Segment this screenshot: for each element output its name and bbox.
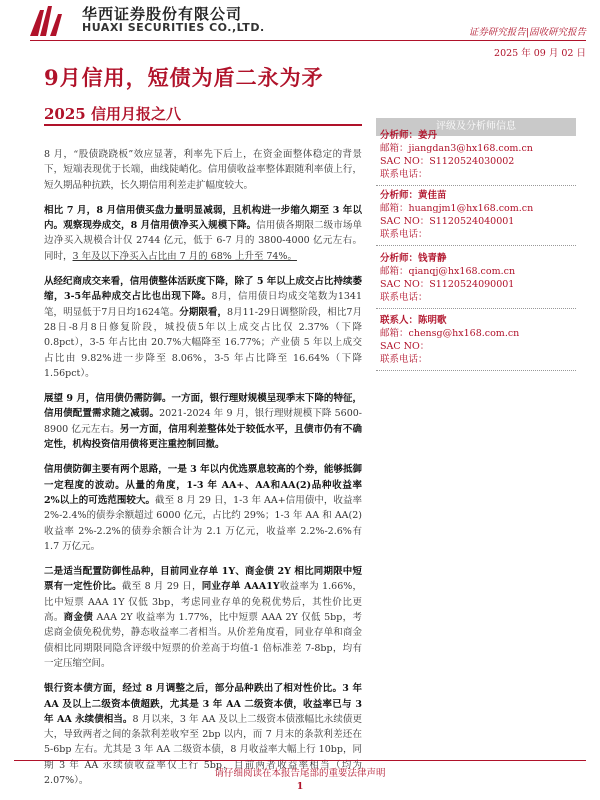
analyst-divider (376, 370, 576, 371)
huaxi-logo-icon (30, 6, 66, 36)
analyst-sac: SAC NO：S1120524040001 (380, 216, 515, 227)
analyst-email[interactable]: 邮箱：qianqj@hx168.com.cn (380, 266, 516, 277)
analyst-divider (376, 245, 576, 246)
analyst-card (380, 252, 576, 304)
report-subtitle: 2025 信用月报之八 (44, 105, 181, 123)
paragraph-text: 相比 7 月，8 月信用债买盘力量明显减弱，且机构进一步缩久期至 3 年以内。观察现券成交，8 月信用债净买入规模下降。 (44, 204, 362, 232)
paragraph-text: 3 年及以下净买入占比由 7 月的 68% 上升至 74%。 (72, 250, 297, 262)
analyst-role: 联系人： (380, 315, 419, 326)
analyst-divider (376, 308, 576, 309)
body-paragraph (44, 203, 362, 264)
analyst-role: 分析师： (380, 130, 419, 141)
analyst-sac: SAC NO：S1120524030002 (380, 156, 515, 167)
paragraph-text: 8月，信用债日均成交笔数为1341笔，明显低于7月日均1624笔。 (44, 291, 362, 318)
paragraph-text: 另一方面，信用利差整体处于较低水平，且债市仍有不确定性，机构投资信用债将更注重控制回撤。 (44, 423, 362, 451)
paragraph-text: 分期限看， (179, 306, 227, 318)
analyst-card (380, 129, 576, 181)
analyst-email[interactable]: 邮箱：jiangdan3@hx168.com.cn (380, 143, 533, 154)
footer-divider (14, 760, 586, 761)
paragraph-text: 信用债防御主要有两个思路，一是 3 年以内优选票息较高的个券，能够抵御一定程度的波动。从量的角度，1-3 年 AA+、AA和AA(2)品种收益率 2%以上的可选范围较大。 (44, 464, 362, 506)
paragraph-text: 8月11-29日调整阶段，相比7月28日-8月8日修复阶段，城投债5年以上成交占比仅 2.37%（下降 0.8pct），3-5 年占比由 20.7%大幅降至 16.77%；产业债 5 年以上成交占比由 9.82%进一步降至 8.06%，3-5 年占比降至 16.64%（下降 1.56pct）。 (44, 306, 362, 379)
paragraph-text: 收益率为 1.66%，比中短票 AAA 1Y 仅低 3bp，考虑同业存单的免税优势后，其性价比更高。 (44, 581, 363, 624)
analyst-card (380, 189, 576, 241)
header-divider (30, 40, 586, 41)
page-number: 1 (296, 781, 304, 792)
analyst-info-heading: 评级及分析师信息 (376, 118, 576, 136)
paragraph-text: 从经纪商成交来看，信用债整体活跃度下降，除了 5 年以上成交占比持续萎缩，3-5年品种成交占比也出现下降。 (44, 276, 362, 303)
report-date: 2025 年 09 月 02 日 (494, 48, 586, 59)
report-body (44, 147, 362, 798)
analyst-phone: 联系电话： (380, 169, 428, 180)
analyst-phone: 联系电话： (380, 229, 428, 240)
analyst-email[interactable]: 邮箱：huangjm1@hx168.com.cn (380, 203, 534, 214)
body-paragraph (44, 391, 362, 452)
paragraph-text: AAA 2Y 收益率为 1.77%，比中短票 AAA 2Y 仅低 5bp，考虑商金债免税优势，静态收益率二者相当。从价差角度看，同业存单和商金债相比同期限同隐含评级中短票的价差高于均值-1 倍标准差 7-8bp，均有一定压缩空间。 (44, 612, 362, 669)
legal-notice: 请仔细阅读在本报告尾部的重要法律声明 (214, 768, 386, 779)
analyst-phone: 联系电话： (380, 354, 428, 365)
body-paragraph (44, 274, 362, 381)
subtitle-divider (44, 124, 362, 126)
company-name-cn: 华西证券股份有限公司 (82, 5, 243, 23)
paragraph-text: 8 月以来，3 年 AA 及以上二级资本债涨幅比永续债更大，导致两者之间的条款利差收窄至 2bp 以内，而 7 月末的条款利差还在 5-6bp 左右。尤其是 3 年 AA 二级资本债，8 月收益率大幅上行 10bp，同期 3 年 AA 永续债收益率仅上行 5bp，目前两者收益率相当（均为 2.07%）。 (44, 713, 363, 786)
paragraph-text: 截至 8 月 29 日， (121, 581, 202, 593)
analyst-sac: SAC NO： (380, 341, 430, 352)
report-tags: 证券研究报告|固收研究报告 (468, 27, 586, 38)
analyst-divider (376, 185, 576, 186)
analyst-role: 分析师： (380, 190, 419, 201)
paragraph-text: 同业存单 AAA1Y (201, 581, 280, 593)
paragraph-text: 银行资本债方面，经过 8 月调整之后，部分品种跌出了相对性价比。3 年 AA 及以上二级资本债超跌，尤其是 3 年 AA 二级资本债，收益率已与 3 年 AA 永续债相当。 (44, 683, 362, 725)
report-title: 9月信用，短债为盾二永为矛 (44, 65, 324, 90)
analyst-name: 姜丹 (418, 130, 438, 141)
paragraph-text: 2021-2024 年 9 月，银行理财规模下降 5600-8900 亿元左右。 (44, 408, 362, 435)
paragraph-text: 信用债各期限二级市场单边净买入规模合计仅 2744 亿元，低于 6-7 月的 3800-4000 亿元左右。同时， (44, 220, 362, 262)
company-name-en: HUAXI SECURITIES CO.,LTD. (82, 21, 265, 34)
paragraph-text: 8 月，“股债跷跷板”效应显著，利率先下后上，在资金面整体稳定的背景下，短端表现优于长端，曲线陡峭化。信用债收益率整体跟随利率债上行，短久期品种抗跌，长久期信用利差走扩幅度较大。 (44, 149, 362, 191)
body-paragraph (44, 564, 362, 671)
paragraph-text: 商金债 (63, 612, 94, 624)
paragraph-text: 截至 8 月 29 日，1-3 年 AA+信用债中，收益率 2%-2.4%的债券余额超过 6000 亿元，占比约 29%；1-3 年 AA 和 AA(2)收益率 2%-2.2%的债券余额合计为 2.1 万亿元，收益率 2.2%-2.6%有 1.7 万亿元。 (44, 494, 363, 552)
analyst-email[interactable]: 邮箱：chensg@hx168.com.cn (380, 328, 520, 339)
paragraph-text: 展望 9 月，信用债仍需防御。一方面，银行理财规模呈现季末下降的特征，信用债配置需求随之减弱。 (44, 393, 362, 420)
analyst-name: 陈明歌 (418, 315, 447, 326)
analyst-phone: 联系电话： (380, 292, 428, 303)
paragraph-text: 二是适当配置防御性品种，目前同业存单 1Y、商金债 2Y 相比同期限中短票有一定性价比。 (44, 566, 362, 593)
analyst-card (380, 314, 576, 366)
analyst-name: 黄佳苗 (418, 190, 447, 201)
body-paragraph (44, 147, 362, 193)
analyst-sac: SAC NO：S1120524090001 (380, 279, 515, 290)
body-paragraph (44, 462, 362, 554)
analyst-name: 钱青静 (418, 253, 447, 264)
analyst-role: 分析师： (380, 253, 419, 264)
